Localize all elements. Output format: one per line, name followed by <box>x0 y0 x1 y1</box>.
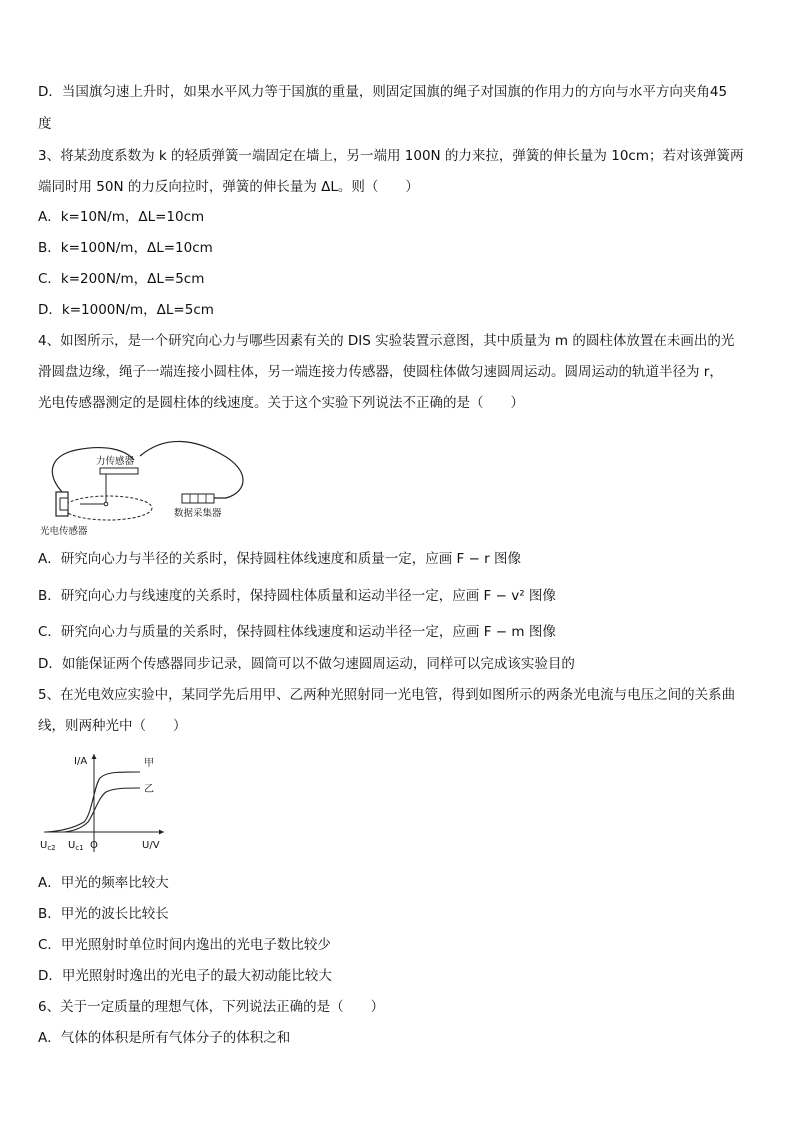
curve-yi <box>64 788 140 832</box>
center-pivot <box>104 502 108 506</box>
q5-option-b: B．甲光的波长比较长 <box>38 906 169 922</box>
force-sensor-box <box>100 468 138 474</box>
curve-yi-label: 乙 <box>144 784 154 795</box>
q4-apparatus-diagram <box>36 436 256 540</box>
q4-option-b: B．研究向心力与线速度的关系时，保持圆柱体质量和运动半径一定，应画 F − v² 图像 <box>38 588 556 604</box>
q4-apparatus-svg <box>36 436 256 540</box>
origin-label: O <box>90 840 98 851</box>
q6-option-a: A．气体的体积是所有气体分子的体积之和 <box>38 1030 291 1046</box>
q5-stem-line2: 线，则两种光中（ ） <box>38 718 187 734</box>
q4-option-c: C．研究向心力与质量的关系时，保持圆柱体线速度和运动半径一定，应画 F − m 图像 <box>38 624 556 640</box>
uc2-label: $U_{c2}$ <box>40 840 56 852</box>
q3-option-b: B．k=100N/m，ΔL=10cm <box>38 240 213 256</box>
q2-option-d-line1: D．当国旗匀速上升时，如果水平风力等于国旗的重量，则固定国旗的绳子对国旗的作用力的方向与水平方向夹角45 <box>38 84 728 100</box>
q4-stem-line3: 光电传感器测定的是圆柱体的线速度。关于这个实验下列说法不正确的是（ ） <box>38 395 524 411</box>
q6-stem-line1: 6、关于一定质量的理想气体，下列说法正确的是（ ） <box>38 999 385 1015</box>
q3-stem-line1: 3、将某劲度系数为 k 的轻质弹簧一端固定在墙上，另一端用 100N 的力来拉，弹簧的伸长量为 10cm；若对该弹簧两 <box>38 148 744 164</box>
q3-option-a: A．k=10N/m，ΔL=10cm <box>38 209 205 225</box>
q4-option-d: D．如能保证两个传感器同步记录，圆筒可以不做匀速圆周运动，同样可以完成该实验目的 <box>38 656 575 672</box>
q5-option-a: A．甲光的频率比较大 <box>38 875 169 891</box>
q4-option-a: A．研究向心力与半径的关系时，保持圆柱体线速度和质量一定，应画 F − r 图像 <box>38 551 522 567</box>
uc1-label: $U_{c1}$ <box>68 840 84 852</box>
q4-stem-line2: 滑圆盘边缘，绳子一端连接小圆柱体，另一端连接力传感器，使圆柱体做匀速圆周运动。圆周运动的轨道半径为 r， <box>38 364 723 380</box>
data-collector-label: 数据采集器 <box>174 508 222 519</box>
q2-option-d-line2: 度 <box>38 116 52 132</box>
y-axis-label: I/A <box>74 756 88 767</box>
q5-option-d: D．甲光照射时逸出的光电子的最大初动能比较大 <box>38 968 332 984</box>
q5-stem-line1: 5、在光电效应实验中，某同学先后用甲、乙两种光照射同一光电管，得到如图所示的两条光电流与电压之间的关系曲 <box>38 687 736 703</box>
q3-option-c: C．k=200N/m，ΔL=5cm <box>38 271 205 287</box>
q5-option-c: C．甲光照射时单位时间内逸出的光电子数比较少 <box>38 937 331 953</box>
q3-option-d: D．k=1000N/m，ΔL=5cm <box>38 302 214 318</box>
photo-sensor-label: 光电传感器 <box>40 526 88 537</box>
q3-stem-line2: 端同时用 50N 的力反向拉时，弹簧的伸长量为 ΔL。则（ ） <box>38 179 419 195</box>
q4-stem-line1: 4、如图所示，是一个研究向心力与哪些因素有关的 DIS 实验装置示意图，其中质量为 m 的圆柱体放置在未画出的光 <box>38 333 735 349</box>
cable-right <box>140 441 243 498</box>
force-sensor-label: 力传感器 <box>96 456 135 467</box>
q5-iv-graph <box>40 748 170 856</box>
curve-jia-label: 甲 <box>144 758 154 769</box>
photo-sensor-slot <box>60 498 68 510</box>
circular-track <box>64 496 152 520</box>
q5-iv-svg <box>40 748 170 856</box>
x-axis-label: U/V <box>142 840 160 851</box>
curve-jia <box>46 772 140 832</box>
